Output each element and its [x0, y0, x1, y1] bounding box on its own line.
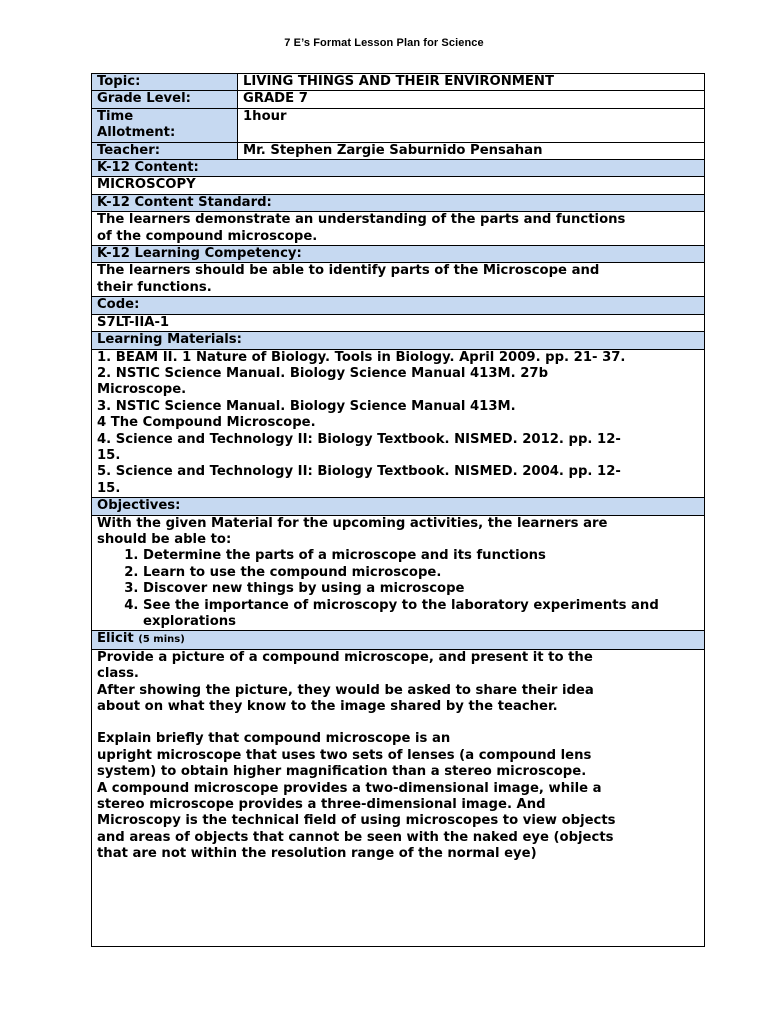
competency-heading: K-12 Learning Competency: — [97, 246, 302, 262]
time-row — [92, 109, 704, 143]
elicit-line: Explain briefly that compound microscope is an — [97, 731, 451, 747]
elicit-line: stereo microscope provides a three-dimensional image. And — [97, 797, 546, 813]
elicit-line: class. — [97, 666, 139, 682]
objectives-row — [92, 516, 704, 632]
materials-heading: Learning Materials: — [97, 332, 242, 348]
objectives-list — [97, 548, 699, 630]
elicit-line: A compound microscope provides a two-dimensional image, while a — [97, 780, 602, 796]
elicit-line: that are not within the resolution range of the normal eye) — [97, 846, 537, 862]
elicit-line: and areas of objects that cannot be seen with the naked eye (objects — [97, 829, 614, 845]
topic-value: LIVING THINGS AND THEIR ENVIRONMENT — [243, 74, 554, 89]
content-standard-heading: K-12 Content Standard: — [97, 194, 272, 210]
content-standard-line: of the compound microscope. — [97, 228, 318, 244]
objective-item: 3. Discover new things by using a microscope — [143, 581, 699, 597]
objective-item: 1. Determine the parts of a microscope and its functions — [143, 548, 699, 564]
elicit-body — [92, 650, 704, 957]
grade-value: GRADE 7 — [243, 91, 308, 107]
topic-label: Topic: — [92, 74, 238, 90]
content-standard-heading-row — [92, 195, 704, 212]
document-title: 7 E’s Format Lesson Plan for Science — [284, 37, 484, 49]
content-heading-row — [92, 160, 704, 177]
material-line: 15. — [97, 447, 121, 463]
elicit-label: Elicit — [97, 631, 134, 647]
objective-item: 2. Learn to use the compound microscope. — [143, 565, 699, 581]
material-line: 3. NSTIC Science Manual. Biology Science Manual 413M. — [97, 398, 516, 414]
elicit-line: After showing the picture, they would be asked to share their idea — [97, 682, 594, 698]
code-row — [92, 315, 704, 332]
time-label — [92, 109, 238, 142]
materials-row — [92, 350, 704, 499]
code-value: S7LT-IIA-1 — [97, 314, 170, 330]
material-line: 5. Science and Technology II: Biology Textbook. NISMED. 2004. pp. 12- — [97, 464, 621, 480]
objectives-intro-line: With the given Material for the upcoming activities, the learners are — [97, 515, 608, 531]
lesson-plan-table — [91, 73, 705, 947]
grade-row — [92, 91, 704, 108]
code-heading-row — [92, 297, 704, 314]
elicit-heading-row — [92, 631, 704, 649]
materials-list — [92, 350, 704, 498]
material-line: 2. NSTIC Science Manual. Biology Science Manual 413M. 27b — [97, 365, 549, 381]
teacher-value: Mr. Stephen Zargie Saburnido Pensahan — [243, 142, 543, 158]
content-standard-line: The learners demonstrate an understanding of the parts and functions — [97, 212, 626, 228]
time-label-line-2: Allotment: — [97, 125, 176, 141]
elicit-row — [92, 650, 704, 957]
material-line: Microscope. — [97, 382, 187, 398]
elicit-line: system) to obtain higher magnification than a stereo microscope. — [97, 764, 587, 780]
competency-line: The learners should be able to identify parts of the Microscope and — [97, 263, 600, 279]
paragraph-gap — [97, 715, 699, 731]
material-line: 4. Science and Technology II: Biology Textbook. NISMED. 2012. pp. 12- — [97, 431, 621, 447]
content-value-row — [92, 177, 704, 194]
content-value: MICROSCOPY — [97, 177, 196, 193]
competency-row — [92, 263, 704, 297]
elicit-heading — [92, 631, 704, 648]
elicit-line: upright microscope that uses two sets of lenses (a compound lens — [97, 747, 592, 763]
teacher-label: Teacher: — [92, 143, 238, 159]
competency-line: their functions. — [97, 279, 212, 295]
material-line: 4 The Compound Microscope. — [97, 415, 316, 431]
content-standard-text — [92, 212, 704, 245]
elicit-duration: (5 mins) — [138, 634, 185, 646]
time-value: 1hour — [243, 108, 287, 124]
objectives-heading: Objectives: — [97, 498, 181, 514]
elicit-line: about on what they know to the image shared by the teacher. — [97, 699, 558, 715]
content-heading: K-12 Content: — [97, 160, 199, 176]
competency-heading-row — [92, 246, 704, 263]
materials-heading-row — [92, 332, 704, 349]
elicit-line: Microscopy is the technical field of using microscopes to view objects — [97, 813, 616, 829]
code-heading: Code: — [97, 297, 140, 313]
objectives-body — [92, 516, 704, 631]
material-line: 1. BEAM II. 1 Nature of Biology. Tools in Biology. April 2009. pp. 21- 37. — [97, 349, 626, 365]
objective-item: 4. See the importance of microscopy to the laboratory experiments and explorations — [143, 598, 699, 631]
grade-label: Grade Level: — [92, 91, 238, 107]
teacher-row — [92, 143, 704, 160]
objectives-heading-row — [92, 498, 704, 515]
competency-text — [92, 263, 704, 296]
material-line: 15. — [97, 480, 121, 496]
content-standard-row — [92, 212, 704, 246]
elicit-line: Provide a picture of a compound microscope, and present it to the — [97, 649, 593, 665]
topic-row — [92, 74, 704, 91]
time-label-line-1: Time — [97, 108, 134, 124]
objectives-intro-line: should be able to: — [97, 531, 232, 547]
